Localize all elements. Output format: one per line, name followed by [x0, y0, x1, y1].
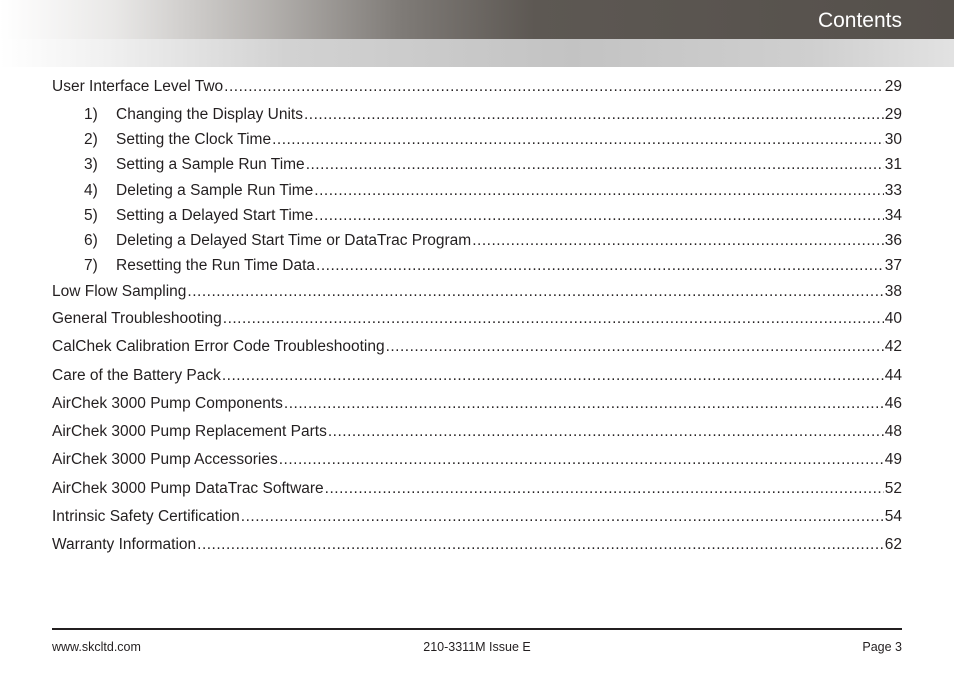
toc-entry-page: 46 [884, 395, 902, 412]
toc-entry-title: Deleting a Sample Run Time [116, 182, 314, 199]
toc-entry-title: Setting a Sample Run Time [116, 156, 305, 173]
toc-entry[interactable] [52, 366, 902, 386]
dot-leader [386, 337, 884, 357]
toc-entry-page: 30 [884, 131, 902, 148]
toc-entry-title: AirChek 3000 Pump Replacement Parts [52, 423, 327, 440]
toc-entry-page: 38 [884, 283, 902, 300]
dot-leader [222, 366, 884, 386]
toc-entry-title: Setting a Delayed Start Time [116, 207, 314, 224]
header-band [0, 0, 954, 39]
toc-entry-page: 48 [884, 423, 902, 440]
dot-leader [272, 130, 884, 150]
toc-entry-page: 49 [884, 451, 902, 468]
dot-leader [223, 309, 884, 329]
toc-entry-title: User Interface Level Two [52, 78, 224, 95]
toc-entry-page: 44 [884, 367, 902, 384]
toc-entry[interactable] [52, 309, 902, 329]
toc-entry-page: 34 [884, 207, 902, 224]
toc-entry-page: 37 [884, 257, 902, 274]
toc-sub-entry[interactable] [84, 130, 902, 150]
toc-sub-entry[interactable] [84, 256, 902, 276]
toc-entry-page: 54 [884, 508, 902, 525]
page-title: Contents [817, 9, 902, 32]
toc-entry-number: 5) [84, 207, 98, 224]
toc-entry[interactable] [52, 337, 902, 357]
toc-entry-title: Care of the Battery Pack [52, 367, 221, 384]
dot-leader [314, 181, 883, 201]
toc-entry-title: General Troubleshooting [52, 310, 222, 327]
dot-leader [328, 422, 884, 442]
toc-entry-page: 52 [884, 480, 902, 497]
toc-sub-entry[interactable] [84, 231, 902, 251]
toc-entry-title: AirChek 3000 Pump Components [52, 395, 283, 412]
footer-divider [52, 628, 902, 630]
toc-entry-number: 1) [84, 106, 98, 123]
toc-entry-number: 6) [84, 232, 98, 249]
toc-entry-page: 33 [884, 182, 902, 199]
toc-entry-title: Changing the Display Units [116, 106, 303, 123]
toc-entry-number: 4) [84, 182, 98, 199]
dot-leader [316, 256, 884, 276]
dot-leader [314, 206, 883, 226]
toc-entry[interactable] [52, 394, 902, 414]
toc-entry-page: 40 [884, 310, 902, 327]
toc-entry[interactable] [52, 507, 902, 527]
toc-entry-page: 29 [884, 78, 902, 95]
toc-entry-page: 31 [884, 156, 902, 173]
toc-sub-entry[interactable] [84, 206, 902, 226]
toc-entry[interactable] [52, 77, 902, 97]
toc-entry[interactable] [52, 282, 902, 302]
toc-entry-number: 2) [84, 131, 98, 148]
toc-sub-entry[interactable] [84, 155, 902, 175]
toc-entry-title: Resetting the Run Time Data [116, 257, 316, 274]
toc-entry-number: 3) [84, 156, 98, 173]
dot-leader [241, 507, 884, 527]
toc-sub-entry[interactable] [84, 181, 902, 201]
dot-leader [304, 105, 884, 125]
toc-entry-title: Setting the Clock Time [116, 131, 272, 148]
toc-entry-title: Low Flow Sampling [52, 283, 187, 300]
toc-entry-title: Deleting a Delayed Start Time or DataTrac Program [116, 232, 472, 249]
dot-leader [197, 535, 884, 555]
footer-page-number: Page 3 [862, 640, 902, 654]
toc-entry-title: Warranty Information [52, 536, 197, 553]
toc-entry-title: AirChek 3000 Pump DataTrac Software [52, 480, 324, 497]
toc-entry-title: AirChek 3000 Pump Accessories [52, 451, 278, 468]
dot-leader [325, 479, 884, 499]
toc-sub-entry[interactable] [84, 105, 902, 125]
toc-entry-page: 36 [884, 232, 902, 249]
toc-entry[interactable] [52, 535, 902, 555]
toc-entry-page: 29 [884, 106, 902, 123]
toc-entry[interactable] [52, 479, 902, 499]
toc-entry-page: 42 [884, 338, 902, 355]
dot-leader [187, 282, 883, 302]
dot-leader [224, 77, 884, 97]
dot-leader [306, 155, 884, 175]
dot-leader [284, 394, 884, 414]
toc-entry-number: 7) [84, 257, 98, 274]
toc-entry-title: CalChek Calibration Error Code Troubleshooting [52, 338, 385, 355]
footer-website[interactable]: www.skcltd.com [52, 640, 141, 654]
toc-entry-title: Intrinsic Safety Certification [52, 508, 240, 525]
toc-entry-page: 62 [884, 536, 902, 553]
toc-entry[interactable] [52, 422, 902, 442]
dot-leader [472, 231, 884, 251]
footer-doc-number: 210-3311M Issue E [423, 640, 531, 654]
toc-entry[interactable] [52, 450, 902, 470]
header-strip [0, 39, 954, 67]
dot-leader [279, 450, 884, 470]
